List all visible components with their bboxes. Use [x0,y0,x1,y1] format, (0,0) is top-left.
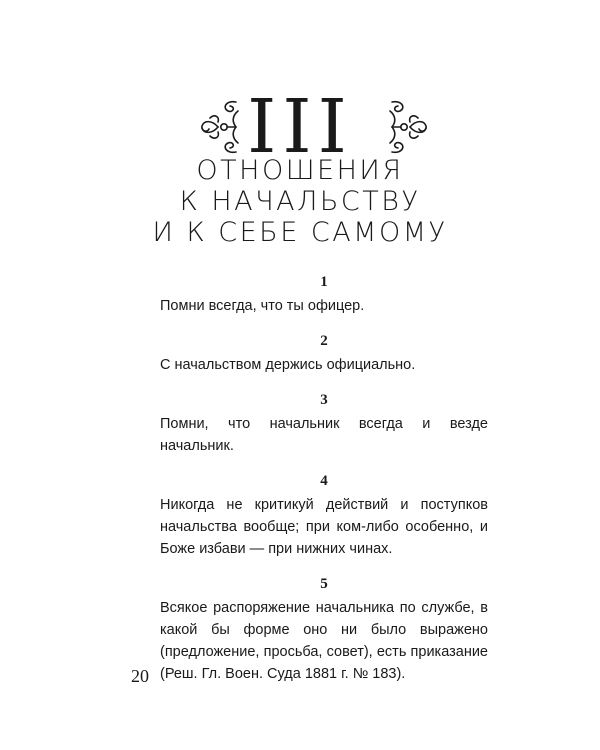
chapter-title-line: И К СЕБЕ САМОМУ [152,217,448,248]
rule-text: Помни, что начальник всегда и везде начальник. [160,416,488,454]
rule-item [160,573,488,685]
rule-number: 3 [320,392,328,408]
rule-number: 5 [320,576,328,592]
chapter-title-line: К НАЧАЛЬСТВУ [179,186,421,217]
rule-text: С начальством держись официально. [160,357,416,373]
rules-list [160,271,488,685]
chapter-title-line: ОТНОШЕНИЯ [196,155,404,186]
rule-text: Всякое распоряжение начальника по службе, в какой бы форме оно ни было выражено (предложение, просьба, совет), есть приказание (Реш. Гл. Воен. Суда 1881 г. № 183). [160,600,488,682]
rule-number: 4 [320,473,328,489]
rule-item [160,470,488,560]
page-number: 20 [131,666,149,686]
scroll-ornament-icon [386,98,432,156]
rule-number: 1 [320,274,328,290]
rule-text: Никогда не критикуй действий и поступков начальства вообще; при ком-либо особенно, и Боже избави — при нижних чинах. [160,497,488,557]
rule-text: Помни всегда, что ты офицер. [160,298,365,314]
chapter-title [0,155,600,248]
rule-item [160,271,488,317]
rule-number: 2 [320,333,328,349]
rule-item [160,330,488,376]
rule-item [160,389,488,457]
chapter-numeral: III [247,84,353,170]
